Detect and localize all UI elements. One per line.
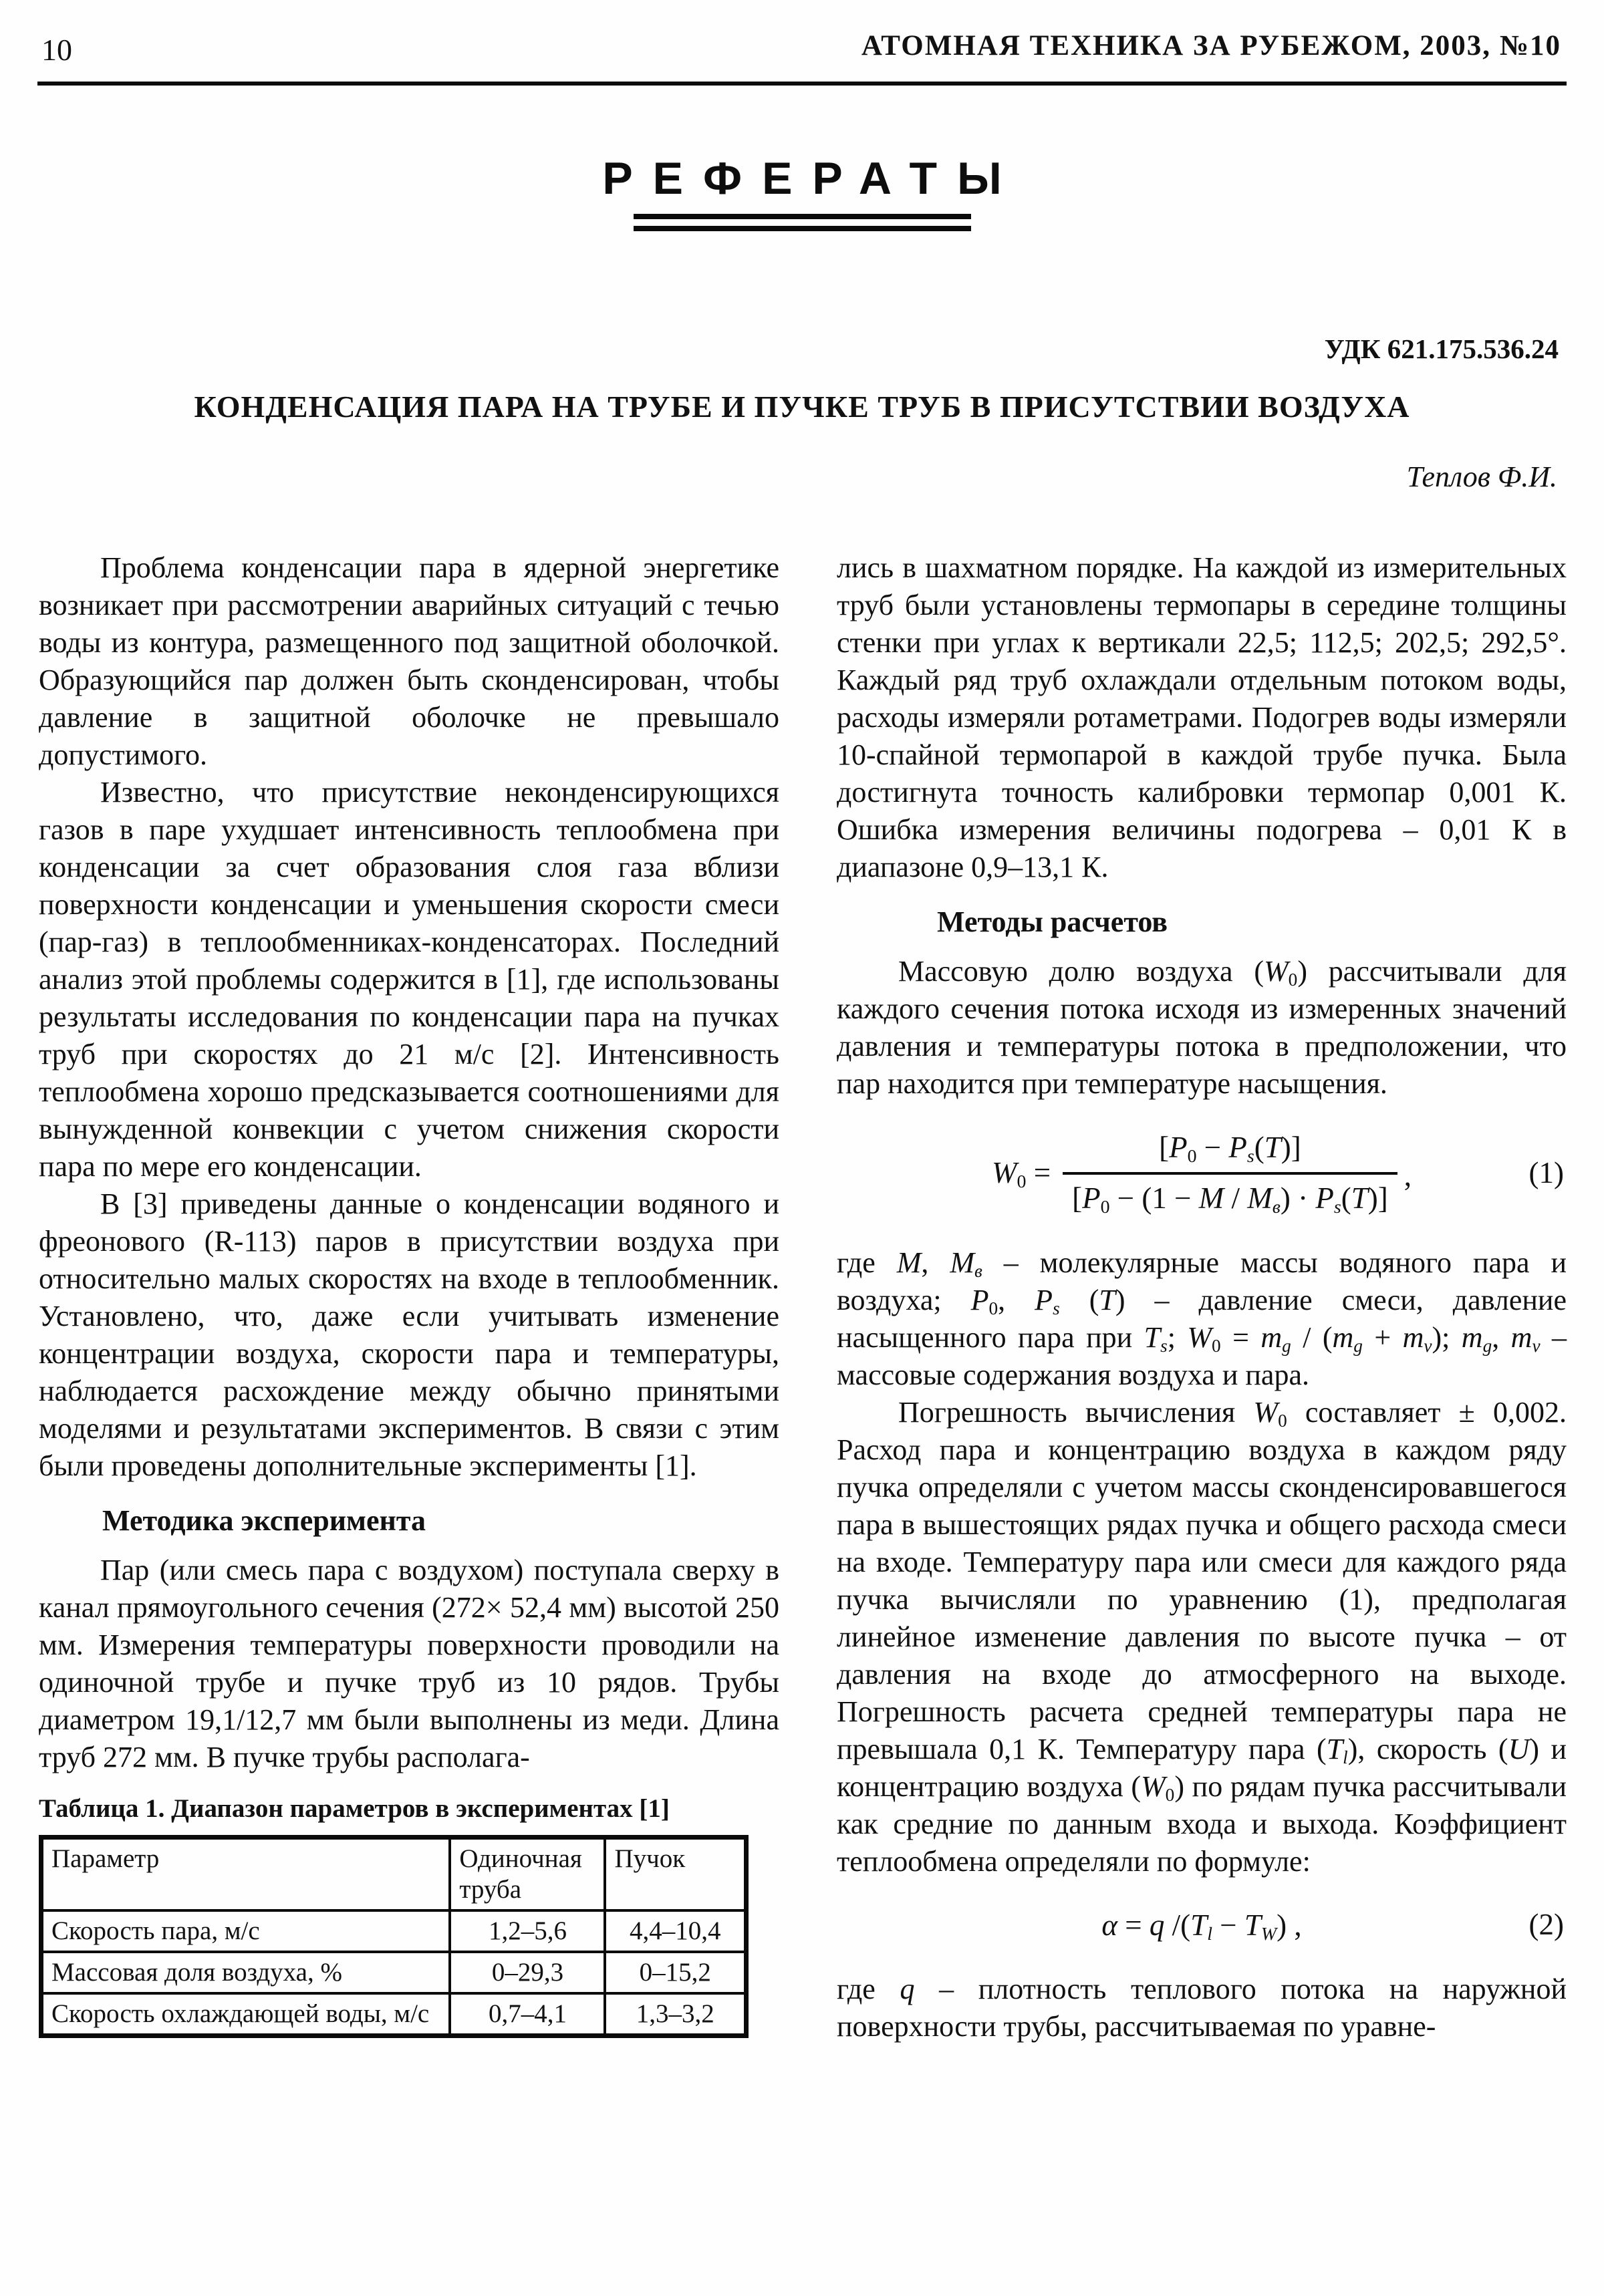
table-row xyxy=(41,1952,747,1993)
equation-1-fraction xyxy=(1063,1131,1397,1216)
table-caption: Таблица 1. Диапазон параметров в экспериментах [1] xyxy=(39,1794,670,1823)
section-title-underline xyxy=(634,214,971,231)
paragraph-known: Известно, что присутствие неконденсирующихся газов в паре ухудшает интенсивность теплообмена при конденсации за счет образования слоя газа вблизи поверхности конденсации и уменьшения скорости смеси (пар-газ) в теплообменниках-конденсаторах. Последний анализ этой проблемы содержится в [1], где использованы результаты исследования по конденсации пара на пучках труб при скоростях до 21 м/с [2]. Интенсивность теплообмена хорошо предсказывается соотношениями для вынужденной конвекции с учетом снижения скорости пара по мере его конденсации. xyxy=(39,776,779,1183)
cell-parameter: Скорость охлаждающей воды, м/с xyxy=(41,1993,450,2036)
cell-single-tube-value: 1,2–5,6 xyxy=(450,1910,605,1952)
page-number: 10 xyxy=(41,33,72,67)
cell-bundle-value: 1,3–3,2 xyxy=(605,1993,746,2036)
cell-single-tube-value: 0,7–4,1 xyxy=(450,1993,605,2036)
equation-1-numerator: $[P_0 - P_s(T)]$ xyxy=(1159,1131,1301,1167)
column-header-single-tube: Одиночная труба xyxy=(450,1838,605,1911)
table-row xyxy=(41,1993,747,2036)
paragraph-continuation: лись в шахматном порядке. На каждой из измерительных труб были установлены термопары в середине толщины стенки при углах к вертикали 22,5; 112,5; 202,5; 292,5°. Каждый ряд труб охлаждали отдельным потоком воды, расходы измеряли ротаметрами. Подогрев воды измеряли 10-спайной термопарой в каждой трубе пучка. Была достигнута точность калибровки термопар 0,001 К. Ошибка измерения величины подогрева – 0,01 К в диапазоне 0,9–13,1 К. xyxy=(837,551,1567,883)
equation-1-denominator: $[P_0 - (1 - M / M_в) \cdot P_s(T)]$ xyxy=(1063,1172,1397,1216)
equation-2-body: α = q $/(T_l - T_W)$ , xyxy=(1101,1908,1302,1945)
section-heading-calc: Методы расчетов xyxy=(937,905,1168,938)
paragraph-ref3: В [3] приведены данные о конденсации водяного и фреонового (R-113) паров в присутствии воздуха при относительно малых скоростях на входе в теплообменник. Установлено, что, даже если учитывать изменение концентрации воздуха, скорости пара и температуры, наблюдается расхождение между обычно принятыми моделями и результатами экспериментов. В связи с этим были проведены дополнительные эксперименты [1]. xyxy=(39,1187,779,1482)
section-title: РЕФЕРАТЫ xyxy=(602,153,1022,204)
parameters-table xyxy=(39,1835,749,2038)
equation-1-lhs: $W_0$ = xyxy=(991,1155,1051,1192)
cell-parameter: Массовая доля воздуха, % xyxy=(41,1952,450,1993)
cell-bundle-value: 0–15,2 xyxy=(605,1952,746,1993)
equation-2-number: (2) xyxy=(1528,1908,1564,1942)
udc-code: УДК 621.175.536.24 xyxy=(1324,333,1559,364)
section-title-block xyxy=(0,152,1604,231)
article-author: Теплов Ф.И. xyxy=(1406,460,1557,493)
column-header-parameter: Параметр xyxy=(41,1838,450,1911)
paragraph-error: Погрешность вычисления $W_0$ составляет ± 0,002. Расход пара и концентрацию воздуха в каждом ряду пучка определяли с учетом массы сконденсировавшегося пара в вышестоящих рядах пучка и общего расхода смеси на входе. Температуру пара или смеси для каждого ряда пучка вычисляли по уравнению (1), предполагая линейное изменение давления по высоте пучка – от давления на входе до атмосферного на выходе. Погрешность расчета средней температуры пара не превышала 0,1 К. Температуру пара $(T_l)$, скорость (U) и концентрацию воздуха $(W_0)$ по рядам пучка рассчитывали как средние по данным входа и выхода. Коэффициент теплообмена определяли по формуле: xyxy=(837,1395,1567,1878)
paragraph-problem: Проблема конденсации пара в ядерной энергетике возникает при рассмотрении аварийных ситуаций с течью воды из контура, размещенного под защитной оболочкой. Образующийся пар должен быть сконденсирован, чтобы давление в защитной оболочке не превышало допустимого. xyxy=(39,551,779,771)
table-row xyxy=(41,1910,747,1952)
cell-single-tube-value: 0–29,3 xyxy=(450,1952,605,1993)
right-column xyxy=(837,549,1567,2045)
equation-2 xyxy=(837,1908,1567,1943)
paragraph-where-2: где q – плотность теплового потока на наружной поверхности трубы, рассчитываемая по уравне- xyxy=(837,1973,1567,2043)
paragraph-mass-fraction: Массовую долю воздуха $(W_0)$ рассчитывали для каждого сечения потока исходя из измеренных значений давления и температуры потока в предположении, что пар находится при температуре насыщения. xyxy=(837,955,1567,1100)
equation-1-comma: , xyxy=(1404,1158,1412,1192)
header-divider xyxy=(37,82,1567,86)
equation-1-number: (1) xyxy=(1528,1155,1564,1189)
journal-title: АТОМНАЯ ТЕХНИКА ЗА РУБЕЖОМ, 2003, №10 xyxy=(861,30,1561,61)
cell-parameter: Скорость пара, м/с xyxy=(41,1910,450,1952)
table-header-row xyxy=(41,1838,747,1911)
article-title: КОНДЕНСАЦИЯ ПАРА НА ТРУБЕ И ПУЧКЕ ТРУБ В ПРИСУТСТВИИ ВОЗДУХА xyxy=(194,390,1410,424)
column-header-bundle: Пучок xyxy=(605,1838,746,1911)
paragraph-setup: Пар (или смесь пара с воздухом) поступала сверху в канал прямоугольного сечения (272× 52,4 мм) высотой 250 мм. Измерения температуры поверхности проводили на одиночной трубе и пучке труб из 10 рядов. Трубы диаметром 19,1/12,7 мм были выполнены из меди. Длина труб 272 мм. В пучке трубы располага- xyxy=(39,1554,779,1773)
left-column xyxy=(39,549,779,2038)
equation-1 xyxy=(837,1131,1567,1216)
section-heading-method: Методика эксперимента xyxy=(102,1504,426,1537)
paragraph-where-1: где M, $M_в$ – молекулярные массы водяного пара и воздуха; $P_0$, $P_s$ (T) – давление смеси, давление насыщенного пара при $T_s$; $W_0 = m_g / (m_g + m_v)$; $m_g$, $m_v$ – массовые содержания воздуха и пара. xyxy=(837,1246,1567,1391)
cell-bundle-value: 4,4–10,4 xyxy=(605,1910,746,1952)
